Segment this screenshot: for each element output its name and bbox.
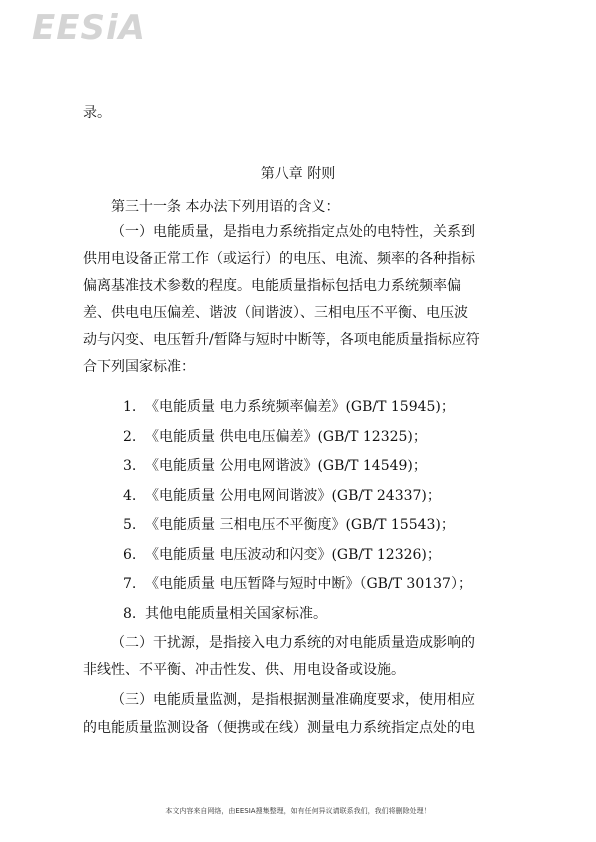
- para2-line: （二）干扰源，是指接入电力系统的对电能质量造成影响的: [111, 635, 475, 651]
- para3-line: 的电能质量监测设备（便携或在线）测量电力系统指定点处的电: [83, 720, 475, 736]
- item-text: 其他电能质量相关国家标准。: [145, 606, 327, 622]
- item-number: 4.: [123, 488, 137, 504]
- para3-line: （三）电能质量监测，是指根据测量准确度要求，使用相应: [111, 692, 475, 708]
- item-number: 3.: [123, 458, 137, 474]
- item-number: 6.: [123, 547, 137, 563]
- item-text: 《电能质量 三相电压不平衡度》(GB/T 15543)；: [145, 517, 455, 533]
- article-heading: 第三十一条 本办法下列用语的含义：: [111, 199, 340, 215]
- para1-line: （一）电能质量，是指电力系统指定点处的电特性，关系到: [111, 224, 475, 240]
- item-text: 《电能质量 电压暂降与短时中断》（GB/T 30137）；: [145, 576, 472, 592]
- para1-line: 偏离基准技术参数的程度。电能质量指标包括电力系统频率偏: [83, 278, 461, 294]
- para1-line: 合下列国家标准：: [83, 359, 195, 375]
- item-text: 《电能质量 公用电网谐波》(GB/T 14549)；: [145, 458, 427, 474]
- standard-item: [123, 397, 515, 417]
- item-text: 《电能质量 公用电网间谐波》(GB/T 24337)；: [145, 488, 441, 504]
- standard-item: [123, 574, 515, 594]
- eesia-logo: EESiA: [32, 8, 146, 48]
- item-number: 2.: [123, 429, 137, 445]
- standard-item: [123, 604, 515, 624]
- item-number: 7.: [123, 576, 137, 592]
- standard-item: [123, 427, 515, 447]
- standard-item: [123, 545, 515, 565]
- continued-line: 录。: [83, 105, 111, 121]
- item-number: 1.: [123, 399, 137, 415]
- footer-disclaimer: 本文内容来自网络，由EESIA搜集整理，如有任何异议请联系我们，我们将删除处理！: [165, 807, 431, 815]
- standard-item: [123, 486, 515, 506]
- item-number: 5.: [123, 517, 137, 533]
- para1-line: 供用电设备正常工作（或运行）的电压、电流、频率的各种指标: [83, 251, 475, 267]
- standard-item: [123, 456, 515, 476]
- para2-line: 非线性、不平衡、冲击性发、供、用电设备或设施。: [83, 662, 405, 678]
- item-text: 《电能质量 供电电压偏差》(GB/T 12325)；: [145, 429, 427, 445]
- para1-line: 动与闪变、电压暂升/暂降与短时中断等，各项电能质量指标应符: [83, 332, 480, 348]
- item-text: 《电能质量 电力系统频率偏差》(GB/T 15945)；: [145, 399, 455, 415]
- item-number: 8.: [123, 606, 137, 622]
- item-text: 《电能质量 电压波动和闪变》(GB/T 12326)；: [145, 547, 441, 563]
- standard-item: [123, 515, 515, 535]
- chapter-title: 第八章 附则: [260, 166, 336, 182]
- para1-line: 差、供电电压偏差、谐波（间谐波）、三相电压不平衡、电压波: [83, 305, 468, 321]
